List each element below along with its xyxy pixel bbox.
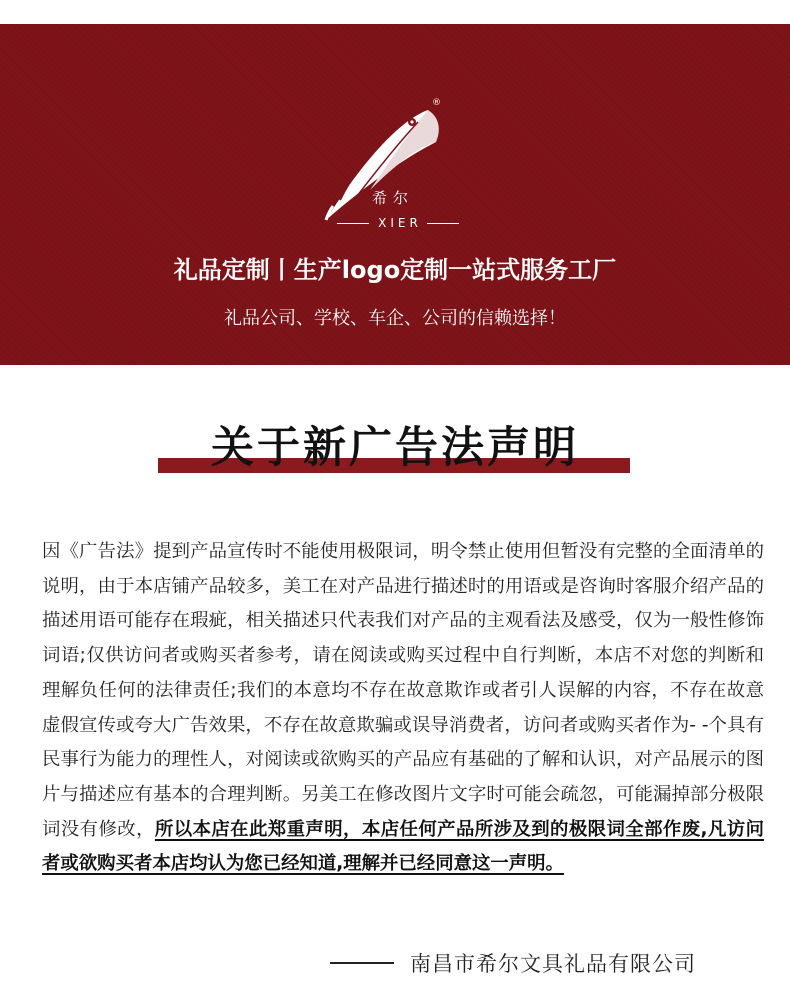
banner-subline: 礼品公司、学校、车企、公司的信赖选择！	[224, 308, 566, 329]
pen-nib-icon	[300, 72, 490, 237]
logo-english-name: XIER	[378, 216, 422, 230]
logo-line-left	[337, 223, 369, 224]
notice-emphasis-text: 所以本店在此郑重声明，本店任何产品所涉及到的极限词全部作废,凡访问者或欲购买者本店均认为您已经知道,理解并已经同意这一声明。	[42, 818, 764, 875]
company-signature: 南昌市希尔文具礼品有限公司	[410, 952, 696, 976]
registered-mark: ®	[432, 98, 441, 108]
notice-paragraph	[42, 535, 764, 882]
logo-chinese-name: 希尔	[372, 189, 415, 207]
logo-english-row	[333, 214, 463, 232]
header-banner	[0, 24, 790, 365]
brand-logo	[300, 72, 490, 237]
signature-dash	[330, 962, 394, 964]
notice-text: 因《广告法》提到产品宣传时不能使用极限词，明令禁止使用但暂没有完整的全面清单的说明，由于本店铺产品较多，美工在对产品进行描述时的用语或是咨询时客服介绍产品的描述用语可能存在瑕疵，相关描述只代表我们对产品的主观看法及感受，仅为一般性修饰词语;仅供访问者或购买者参考，请在阅读或购买过程中自行判断，本店不对您的判断和理解负任何的法律责任;我们的本意均不存在故意欺诈或者引人误解的内容，不存在故意虚假宣传或夸大广告效果，不存在故意欺骗或误导消费者，访问者或购买者作为- -个具有民事行为能力的理性人，对阅读或欲购买的产品应有基础的了解和认识，对产品展示的图片与描述应有基本的合理判断。另美工在修改图片文字时可能会疏忽，可能漏掉部分极限词没有修改，	[42, 541, 764, 840]
page-title: 关于新广告法声明	[211, 423, 579, 473]
banner-headline: 礼品定制丨生产logo定制一站式服务工厂	[173, 256, 617, 284]
logo-line-right	[427, 223, 459, 224]
signature-row	[330, 948, 760, 978]
